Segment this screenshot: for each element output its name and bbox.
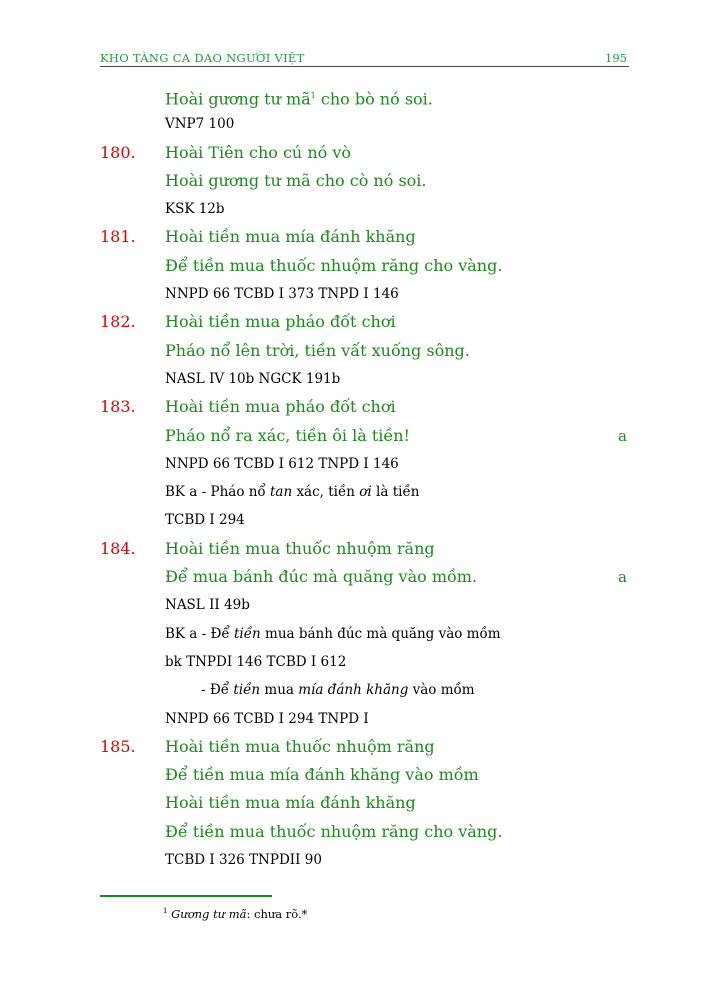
verse-line — [100, 223, 629, 251]
verse-text: Để tiền mua mía đánh khăng vào mồm — [165, 765, 479, 785]
source-ref — [100, 195, 629, 223]
verse-text: Hoài tiền mua pháo đốt chơi — [165, 312, 396, 332]
source-ref-text: VNP7 100 — [165, 116, 235, 133]
source-ref — [100, 280, 629, 308]
verse-text: Hoài tiền mua mía đánh khăng — [165, 793, 416, 813]
verse-number: 182. — [100, 312, 136, 332]
verse-text: Để tiền mua thuốc nhuộm răng cho vàng. — [165, 255, 503, 275]
page-number: 195 — [605, 51, 627, 65]
verse-text: Hoài gương tư $mã^1$ cho bò nó soi. — [165, 89, 433, 109]
source-ref — [100, 705, 629, 733]
verse-number: 181. — [100, 227, 136, 247]
variant-note-text: BK a - Pháo nổ tan xác, tiền ơi là tiền — [165, 484, 420, 501]
source-ref-text: NNPD 66 TCBD I 373 TNPD I 146 — [165, 286, 399, 303]
verse-number: 185. — [100, 736, 136, 756]
verse-text: Để mua bánh đúc mà quăng vào mồm. — [165, 567, 478, 587]
verse-number: 180. — [100, 142, 136, 162]
page-content — [100, 82, 629, 874]
source-ref-text: NASL II 49b — [165, 597, 250, 614]
source-ref-text: KSK 12b — [165, 201, 225, 218]
verse-line — [100, 393, 629, 421]
variant-note — [100, 478, 629, 506]
verse-line — [100, 818, 629, 846]
source-ref — [100, 365, 629, 393]
source-ref — [100, 591, 629, 619]
source-ref-text: TCBD I 326 TNPDII 90 — [165, 852, 322, 869]
verse-number: 183. — [100, 397, 136, 417]
source-ref-text: TCBD I 294 — [165, 512, 245, 529]
verse-text: Pháo nổ ra xác, tiền ôi là tiền! — [165, 425, 410, 445]
source-ref — [100, 110, 629, 138]
source-ref — [100, 846, 629, 874]
source-ref-text: NNPD 66 TCBD I 612 TNPD I 146 — [165, 455, 399, 472]
verse-number: 184. — [100, 538, 136, 558]
verse-text: Hoài tiền mua thuốc nhuộm răng — [165, 538, 435, 558]
verse-line — [100, 535, 629, 563]
verse-line — [100, 337, 629, 365]
source-ref — [100, 506, 629, 534]
variant-note — [100, 676, 629, 704]
verse-line — [100, 167, 629, 195]
verse-line — [100, 563, 629, 591]
verse-text: Hoài tiền mua mía đánh khăng — [165, 227, 416, 247]
verse-line — [100, 761, 629, 789]
verse-line — [100, 82, 629, 110]
variant-marker: a — [618, 568, 627, 587]
variant-marker: a — [618, 426, 627, 445]
source-ref-text: bk TNPDI 146 TCBD I 612 — [165, 653, 347, 670]
verse-line — [100, 252, 629, 280]
verse-text: Để tiền mua thuốc nhuộm răng cho vàng. — [165, 821, 503, 841]
footnote-marker: 1 — [163, 907, 168, 916]
verse-line — [100, 789, 629, 817]
source-ref-text: NNPD 66 TCBD I 294 TNPD I — [165, 710, 369, 727]
verse-line — [100, 733, 629, 761]
footnote-ref[interactable]: 1 — [310, 91, 316, 100]
footnote — [163, 907, 307, 921]
page-header — [100, 46, 629, 67]
source-ref — [100, 450, 629, 478]
variant-note-text: - Để tiền mua mía đánh khăng vào mồm — [201, 682, 475, 699]
verse-text: Hoài gương tư mã cho cò nó soi. — [165, 170, 427, 190]
verse-text: Hoài Tiên cho cú nó vò — [165, 142, 352, 162]
verse-text: Pháo nổ lên trời, tiền vất xuống sông. — [165, 340, 470, 360]
footnote-text: : chưa rõ.* — [246, 907, 308, 921]
source-ref — [100, 648, 629, 676]
verse-line — [100, 308, 629, 336]
footnote-term: Gương tư mã — [171, 907, 247, 921]
running-title: KHO TÀNG CA DAO NGƯỜI VIỆT — [100, 51, 305, 65]
verse-line — [100, 422, 629, 450]
variant-note — [100, 620, 629, 648]
footnote-divider — [100, 895, 272, 897]
verse-text: Hoài tiền mua thuốc nhuộm răng — [165, 736, 435, 756]
variant-note-text: BK a - Để tiền mua bánh đúc mà quăng vào mồm — [165, 625, 501, 642]
source-ref-text: NASL IV 10b NGCK 191b — [165, 370, 341, 387]
verse-line — [100, 139, 629, 167]
verse-text: Hoài tiền mua pháo đốt chơi — [165, 397, 396, 417]
